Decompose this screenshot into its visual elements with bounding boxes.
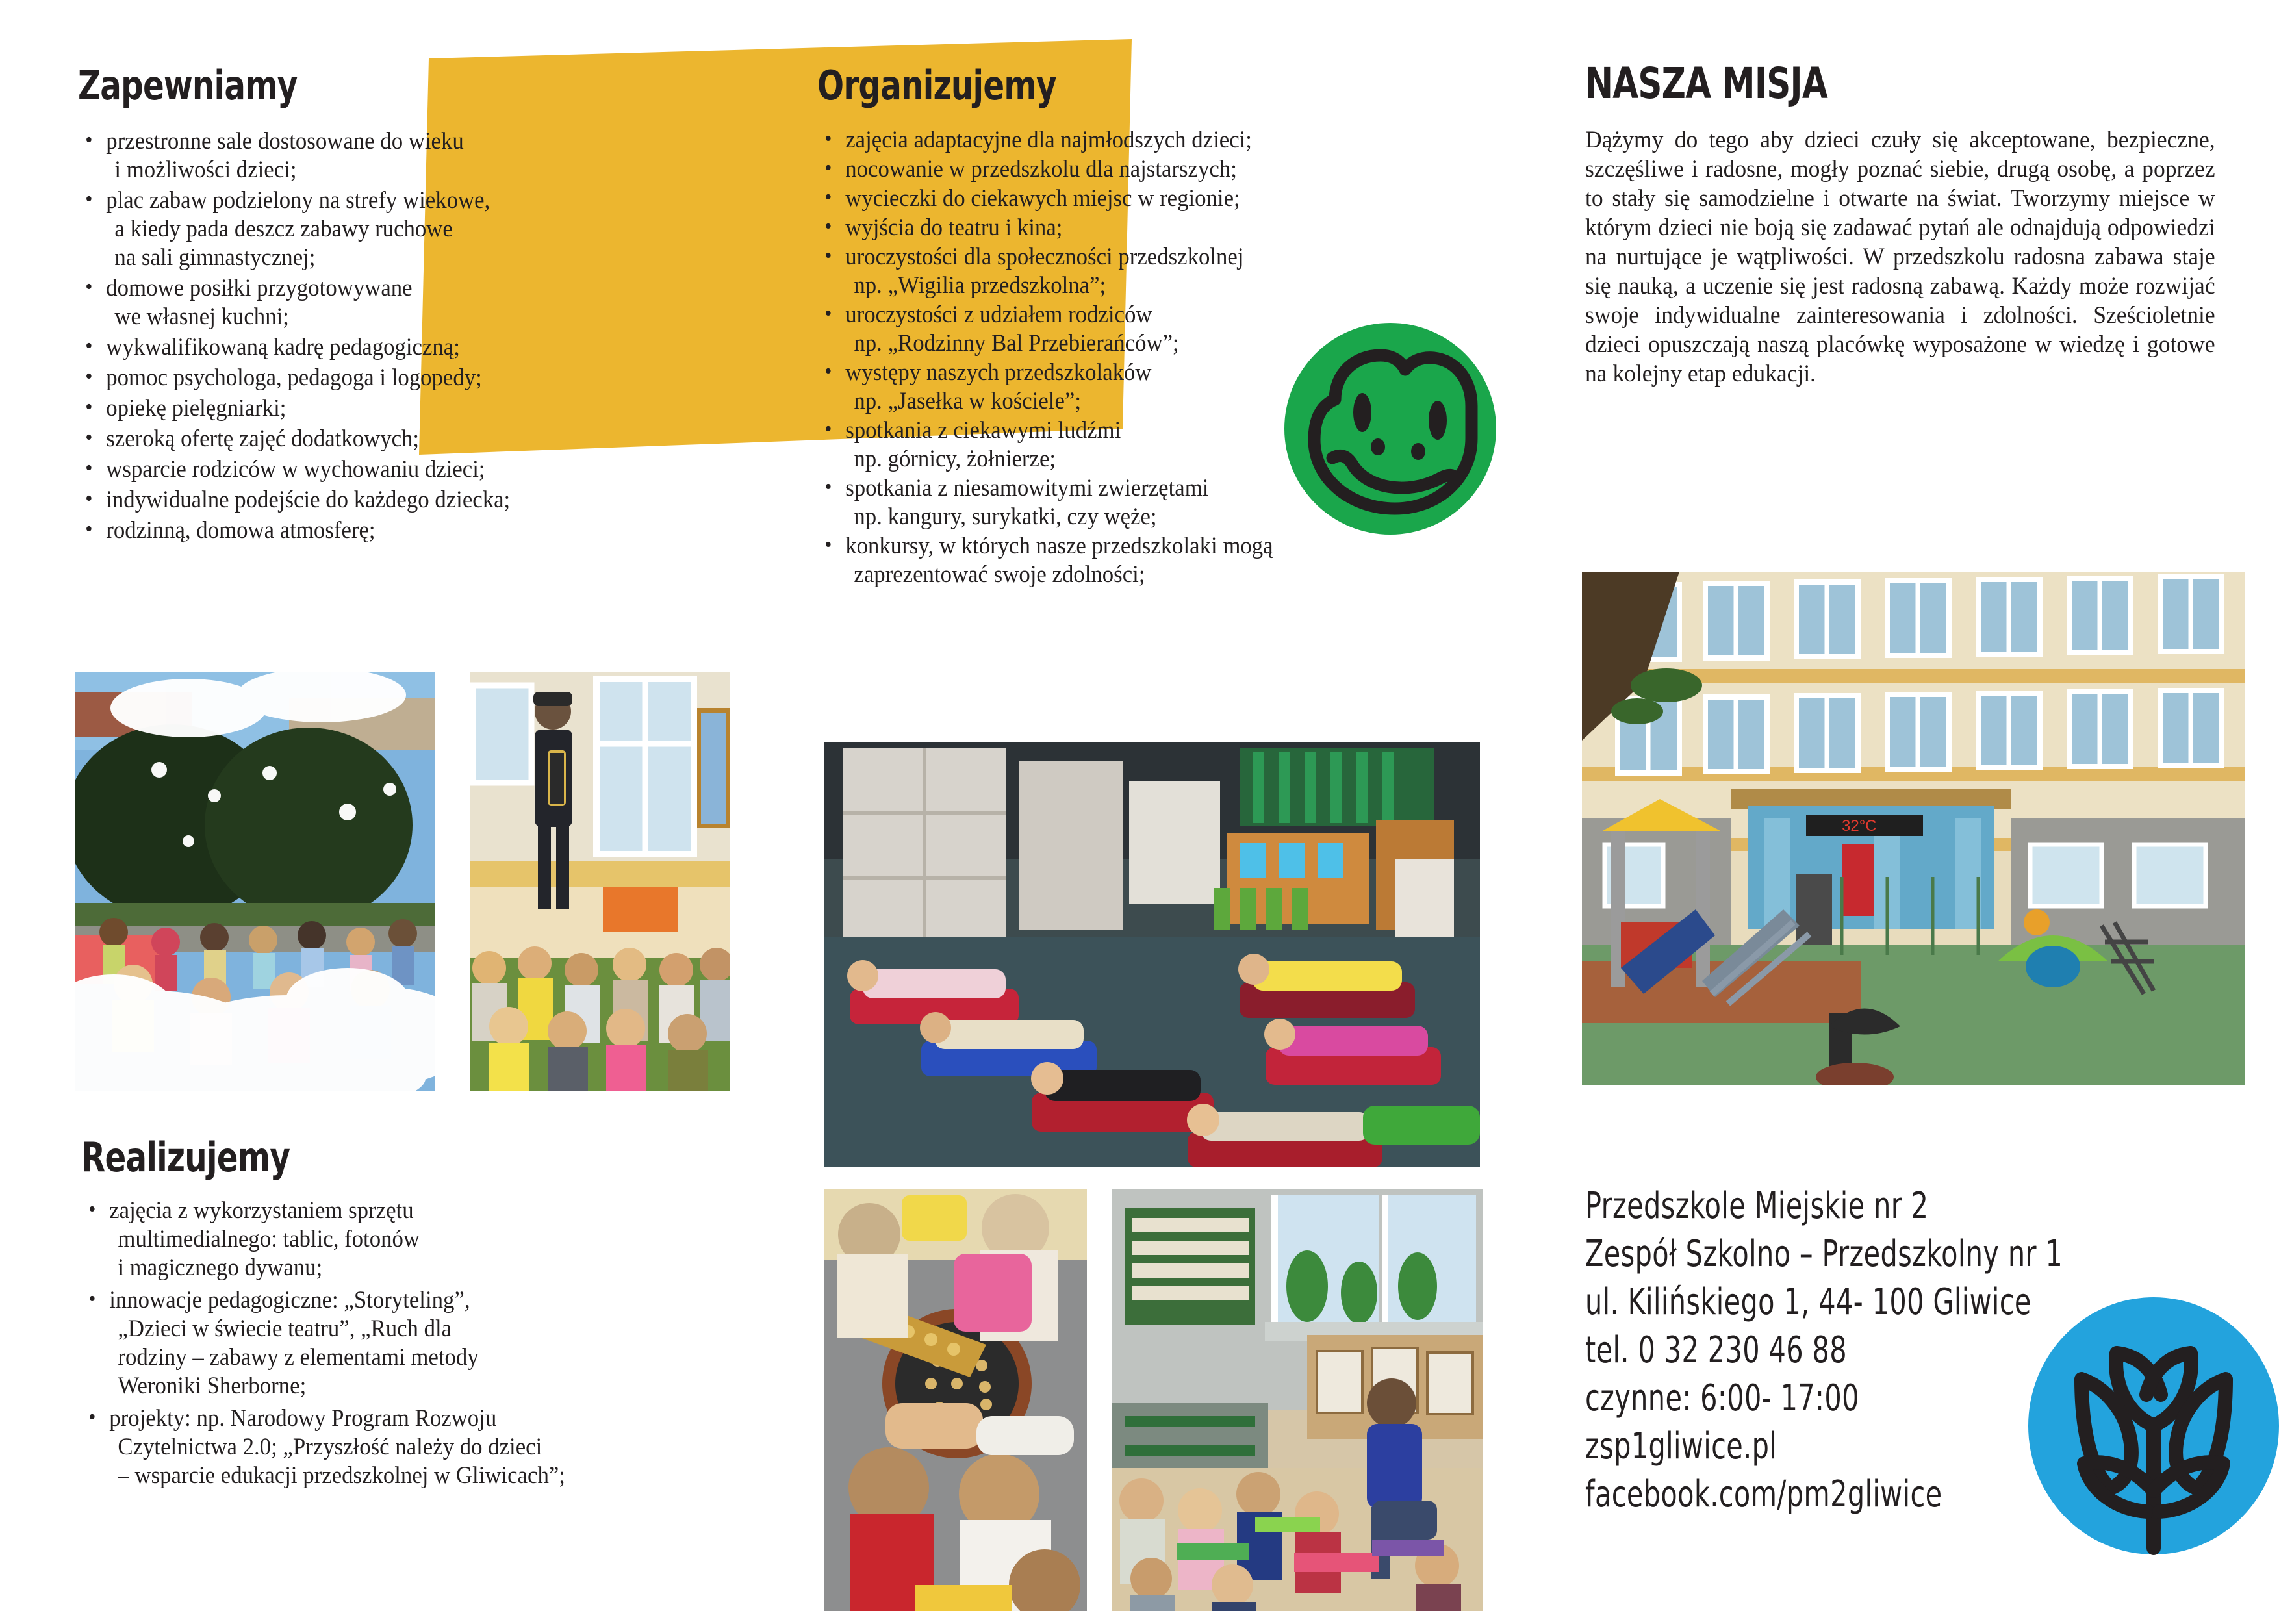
contact-facebook-link[interactable]: facebook.com/pm2gliwice — [1585, 1473, 1942, 1516]
list-item-text: indywidualne podejście do każdego dziecka; — [106, 487, 511, 513]
frog-logo — [1283, 322, 1497, 536]
tulip-logo — [2027, 1296, 2279, 1556]
contact-school-name: Przedszkole Miejskie nr 2 — [1585, 1185, 1929, 1227]
list-item-subtext: rodziny – zabawy z elementami metody — [118, 1344, 479, 1371]
list-item-text: domowe posiłki przygotowywane — [106, 275, 413, 301]
svg-text:32°C: 32°C — [1842, 817, 1877, 835]
nasza-misja-body: Dążymy do tego aby dzieci czuły się akceptowane, bezpieczne, szczęśliwe i radosne, mogły poznać siebie, drugą osobę, a poprzez to stały się samodzielne i otwarte na świat. Tworzymy miejsce w którym dzieci nie boją się zadawać pytań ale odnajdują odpowiedzi na nurtujące je wątpliwości. W przedszkolu radosna zabawa staje się nauką, a uczenie się jest radosną zabawą. Każdy może rozwijać swoje indywidualne zainteresowania i zdolności. Sześcioletnie dzieci opuszczają naszą placówkę wyposażone w wiedzę i gotowe na kolejny etap edukacji. — [1585, 127, 2215, 387]
list-item-text: zajęcia z wykorzystaniem sprzętu — [109, 1197, 414, 1224]
list-item — [817, 214, 1477, 242]
realizujemy-list — [81, 1197, 750, 1490]
list-item-subtext: na sali gimnastycznej; — [114, 244, 316, 271]
list-item-text: plac zabaw podzielony na strefy wiekowe, — [106, 187, 490, 214]
photo-school-building-playground — [1582, 572, 2245, 1085]
contact-unit-name: Zespół Szkolno – Przedszkolny nr 1 — [1585, 1233, 2063, 1275]
list-item-text: konkursy, w których nasze przedszkolaki mogą — [845, 533, 1273, 559]
list-item-subtext: multimedialnego: tablic, fotonów — [118, 1226, 420, 1252]
list-item-text: wsparcie rodziców w wychowaniu dzieci; — [106, 456, 485, 483]
contact-phone[interactable]: tel. 0 32 230 46 88 — [1585, 1329, 1847, 1371]
list-item-text: uroczystości dla społeczności przedszkolnej — [845, 244, 1244, 270]
list-item-subtext: – wsparcie edukacji przedszkolnej w Gliwicach”; — [118, 1462, 565, 1489]
list-item-text: wyjścia do teatru i kina; — [845, 214, 1063, 241]
list-item-text: przestronne sale dostosowane do wieku — [106, 128, 464, 155]
list-item — [81, 1404, 710, 1490]
list-item — [78, 186, 732, 272]
list-item-text: szeroką ofertę zajęć dodatkowych; — [106, 425, 420, 452]
list-item-text: opiekę pielęgniarki; — [106, 395, 286, 422]
list-item — [817, 532, 1477, 589]
list-item-subtext: „Dzieci w świecie teatru”, „Ruch dla — [118, 1315, 452, 1342]
list-item-text: rodzinną, domowa atmosferę; — [106, 517, 376, 544]
list-item — [78, 274, 732, 331]
list-item-subtext: np. „Wigilia przedszkolna”; — [854, 272, 1106, 299]
list-item-text: pomoc psychologa, pedagoga i logopedy; — [106, 364, 482, 391]
photo-children-napping — [824, 742, 1480, 1167]
list-item-text: zajęcia adaptacyjne dla najmłodszych dzieci; — [845, 127, 1252, 153]
list-item — [817, 126, 1477, 155]
list-item-subtext: np. „Rodzinny Bal Przebierańców”; — [854, 330, 1179, 357]
list-item — [81, 1286, 710, 1401]
organizujemy-heading: Organizujemy — [817, 62, 1056, 109]
list-item-text: projekty: np. Narodowy Program Rozwoju — [109, 1405, 497, 1432]
contact-website-link[interactable]: zsp1gliwice.pl — [1585, 1425, 1777, 1467]
list-item-text: wycieczki do ciekawych miejsc w regionie; — [845, 185, 1240, 212]
photo-musician-performing — [470, 672, 730, 1091]
list-item-text: innowacje pedagogiczne: „Storyteling”, — [109, 1287, 470, 1313]
list-item-text: spotkania z niesamowitymi zwierzętami — [845, 475, 1209, 501]
contact-opening-hours: czynne: 6:00- 17:00 — [1585, 1377, 1859, 1419]
list-item-text: wykwalifikowaną kadrę pedagogiczną; — [106, 334, 460, 361]
list-item — [78, 516, 732, 545]
contact-address: ul. Kilińskiego 1, 44- 100 Gliwice — [1585, 1281, 2031, 1323]
list-item — [78, 333, 732, 362]
list-item — [78, 425, 732, 453]
list-item — [817, 155, 1477, 184]
list-item-subtext: np. górnicy, żołnierze; — [854, 446, 1056, 472]
list-item-subtext: i magicznego dywanu; — [118, 1254, 323, 1281]
photo-teacher-reading-library — [1112, 1189, 1483, 1611]
list-item-subtext: we własnej kuchni; — [114, 303, 289, 330]
section-zapewniamy — [78, 62, 773, 547]
section-nasza-misja — [1585, 58, 2241, 388]
list-item — [78, 364, 732, 392]
list-item — [81, 1197, 710, 1282]
list-item-subtext: Czytelnictwa 2.0; „Przyszłość należy do dzieci — [118, 1434, 542, 1460]
section-realizujemy — [81, 1134, 750, 1494]
list-item-text: nocowanie w przedszkolu dla najstarszych; — [845, 156, 1237, 183]
list-item-subtext: zaprezentować swoje zdolności; — [854, 561, 1145, 588]
list-item — [78, 394, 732, 423]
list-item-subtext: i możliwości dzieci; — [114, 157, 297, 183]
photo-children-craft-activity — [824, 1189, 1087, 1611]
list-item-subtext: np. „Jasełka w kościele”; — [854, 388, 1082, 414]
zapewniamy-heading: Zapewniamy — [78, 62, 298, 109]
list-item — [78, 127, 732, 184]
list-item — [817, 184, 1477, 213]
list-item-subtext: a kiedy pada deszcz zabawy ruchowe — [114, 216, 453, 242]
list-item-text: występy naszych przedszkolaków — [845, 359, 1152, 386]
list-item — [78, 486, 732, 514]
photo-children-foam-party — [75, 672, 435, 1091]
list-item-text: uroczystości z udziałem rodziców — [845, 301, 1152, 328]
list-item — [817, 243, 1477, 300]
list-item-subtext: Weroniki Sherborne; — [118, 1373, 307, 1399]
nasza-misja-heading: NASZA MISJA — [1585, 58, 1827, 108]
list-item — [78, 455, 732, 484]
list-item-subtext: np. kangury, surykatki, czy węże; — [854, 503, 1157, 530]
realizujemy-heading: Realizujemy — [81, 1134, 290, 1181]
zapewniamy-list — [78, 127, 773, 545]
list-item-text: spotkania z ciekawymi ludźmi — [845, 417, 1121, 444]
